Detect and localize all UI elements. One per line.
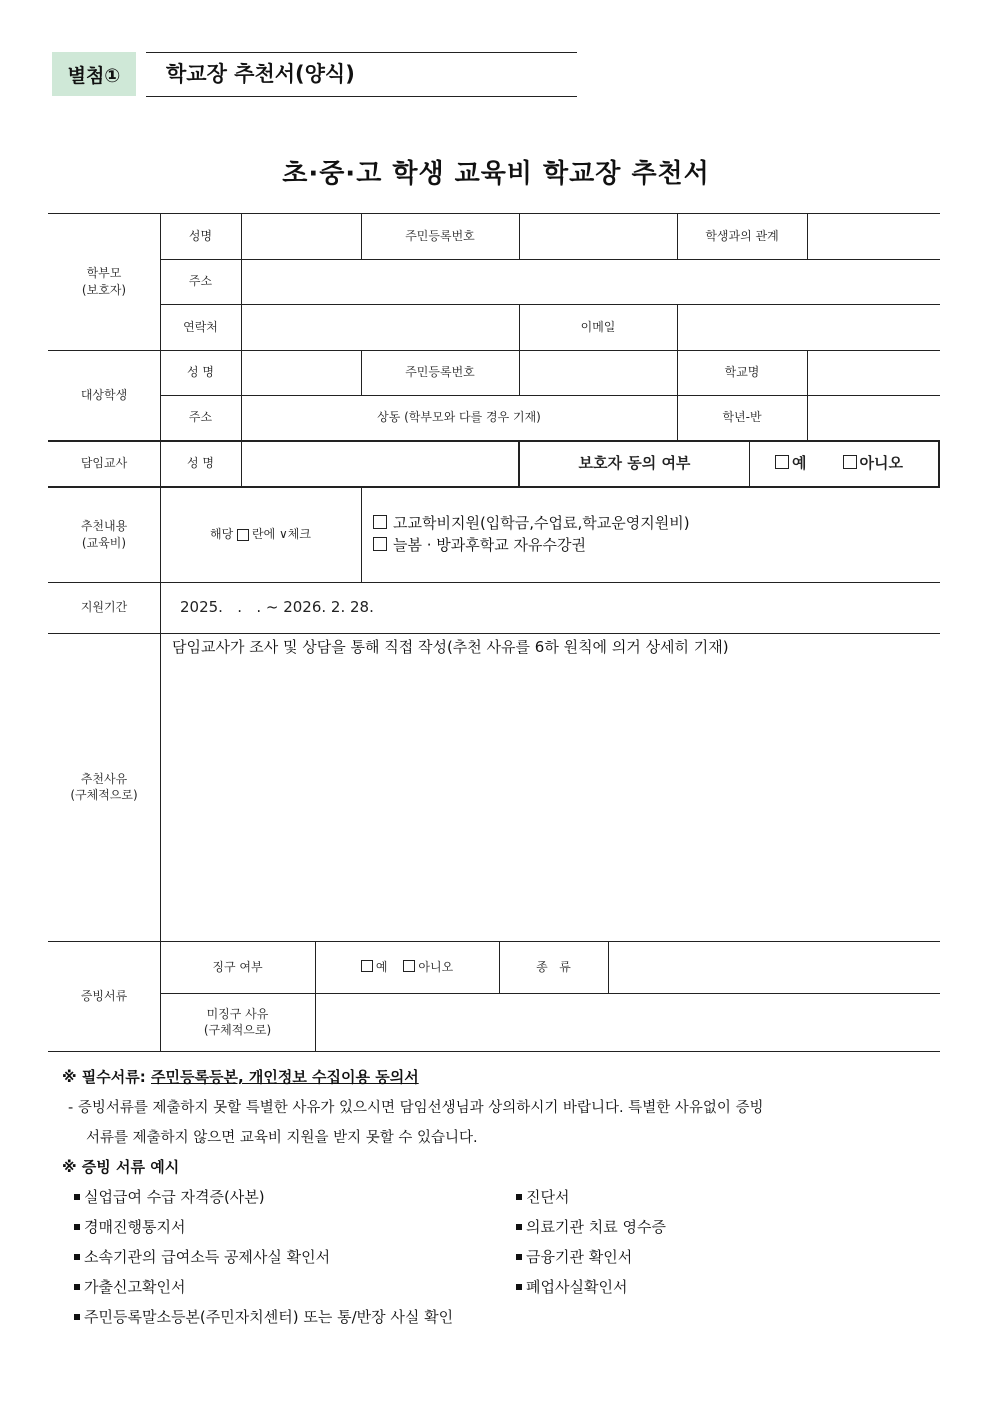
teacher-name-field[interactable] <box>241 440 518 487</box>
recommend-options <box>373 512 690 556</box>
parent-id-field[interactable] <box>519 213 677 259</box>
student-name-label: 성 명 <box>187 365 214 380</box>
parent-name-label: 성명 <box>188 228 213 243</box>
option-tuition-checkbox[interactable]: 고교학비지원(입학금,수업료,학교운영지원비) <box>373 512 690 534</box>
required-docs-note: ※ 필수서류: 주민등록등본, 개인정보 수집이용 동의서 <box>62 1068 419 1086</box>
note-line-2: 서류를 제출하지 않으면 교육비 지원을 받지 못할 수 있습니다. <box>86 1130 478 1146</box>
parent-relation-label: 학생과의 관계 <box>705 228 779 243</box>
option-afterschool-checkbox[interactable]: 늘봄 · 방과후학교 자유수강권 <box>373 534 690 556</box>
student-school-label: 학교명 <box>724 365 760 380</box>
teacher-section-label: 담임교사 <box>80 456 128 471</box>
parent-contact-field[interactable] <box>241 304 519 350</box>
form-title: 학교장 추천서(양식) <box>166 62 355 86</box>
parent-email-label: 이메일 <box>580 319 616 334</box>
period-field[interactable]: 2025. . . ~ 2026. 2. 28. <box>180 598 374 617</box>
parent-name-field[interactable] <box>241 213 361 259</box>
parent-id-label: 주민등록번호 <box>405 228 475 243</box>
example-right-1: 진단서 <box>516 1186 569 1207</box>
parent-address-label: 주소 <box>188 274 213 289</box>
evidence-yes-checkbox[interactable]: 예 <box>361 959 388 975</box>
evidence-submit-label: 징구 여부 <box>212 959 263 974</box>
evidence-section-label: 증빙서류 <box>80 988 128 1003</box>
student-grade-field[interactable] <box>807 395 940 440</box>
consent-yes-checkbox[interactable]: 예 <box>775 453 807 473</box>
student-address-label: 주소 <box>188 410 213 425</box>
example-right-2: 의료기관 치료 영수증 <box>516 1216 666 1237</box>
evidence-not-submit-field[interactable] <box>315 993 940 1051</box>
example-left-1: 실업급여 수급 자격증(사본) <box>74 1186 265 1207</box>
period-section-label: 지원기간 <box>80 600 128 615</box>
parent-address-field[interactable] <box>241 259 940 304</box>
table-bottom-border <box>48 1051 940 1052</box>
title-bottom-rule <box>146 96 577 97</box>
examples-title: ※ 증빙 서류 예시 <box>62 1158 180 1176</box>
example-left-5: 주민등록말소등본(주민자치센터) 또는 통/반장 사실 확인 <box>74 1306 453 1327</box>
evidence-not-submit-label: 미징구 사유 (구체적으로) <box>203 1006 272 1037</box>
reason-section-label: 추천사유 (구체적으로) <box>70 771 138 802</box>
document-title: 초·중·고 학생 교육비 학교장 추천서 <box>282 159 710 189</box>
recommend-check-instruction: 해당 란에 ∨체크 <box>210 527 311 542</box>
student-section-label: 대상학생 <box>80 387 128 402</box>
parent-relation-field[interactable] <box>807 213 940 259</box>
title-top-rule <box>146 52 577 53</box>
student-address-field[interactable]: 상동 (학부모와 다를 경우 기재) <box>377 410 541 425</box>
example-left-2: 경매진행통지서 <box>74 1216 185 1237</box>
parent-contact-label: 연락처 <box>183 319 218 334</box>
guardian-consent-label: 보호자 동의 여부 <box>578 454 691 473</box>
example-right-3: 금융기관 확인서 <box>516 1246 632 1267</box>
consent-no-checkbox[interactable]: 아니오 <box>843 453 903 473</box>
evidence-no-checkbox[interactable]: 아니오 <box>403 959 453 975</box>
student-id-label: 주민등록번호 <box>405 365 475 380</box>
evidence-type-label: 종 류 <box>536 959 571 974</box>
note-line-1: - 증빙서류를 제출하지 못할 특별한 사유가 있으시면 담임선생님과 상의하시기 바랍니다. 특별한 사유없이 증빙 <box>68 1100 764 1116</box>
reason-instruction: 담임교사가 조사 및 상담을 통해 직접 작성(추천 사유를 6하 원칙에 의거 상세히 기재) <box>172 638 729 656</box>
example-left-4: 가출신고확인서 <box>74 1276 185 1297</box>
reason-textarea[interactable] <box>161 660 939 940</box>
student-grade-label: 학년-반 <box>722 410 762 425</box>
student-name-field[interactable] <box>241 350 361 395</box>
parent-email-field[interactable] <box>677 304 940 350</box>
guardian-consent-options <box>749 440 938 487</box>
parent-section-label: 학부모 (보호자) <box>81 266 127 297</box>
example-right-4: 폐업사실확인서 <box>516 1276 627 1297</box>
example-left-3: 소속기관의 급여소득 공제사실 확인서 <box>74 1246 330 1267</box>
evidence-submit-options <box>315 941 499 993</box>
teacher-name-label: 성 명 <box>187 456 214 471</box>
evidence-type-field[interactable] <box>608 941 940 993</box>
student-school-field[interactable] <box>807 350 940 395</box>
student-id-field[interactable] <box>519 350 677 395</box>
recommend-section-label: 추천내용 (교육비) <box>80 519 128 550</box>
attachment-badge: 별첨① <box>52 52 136 96</box>
